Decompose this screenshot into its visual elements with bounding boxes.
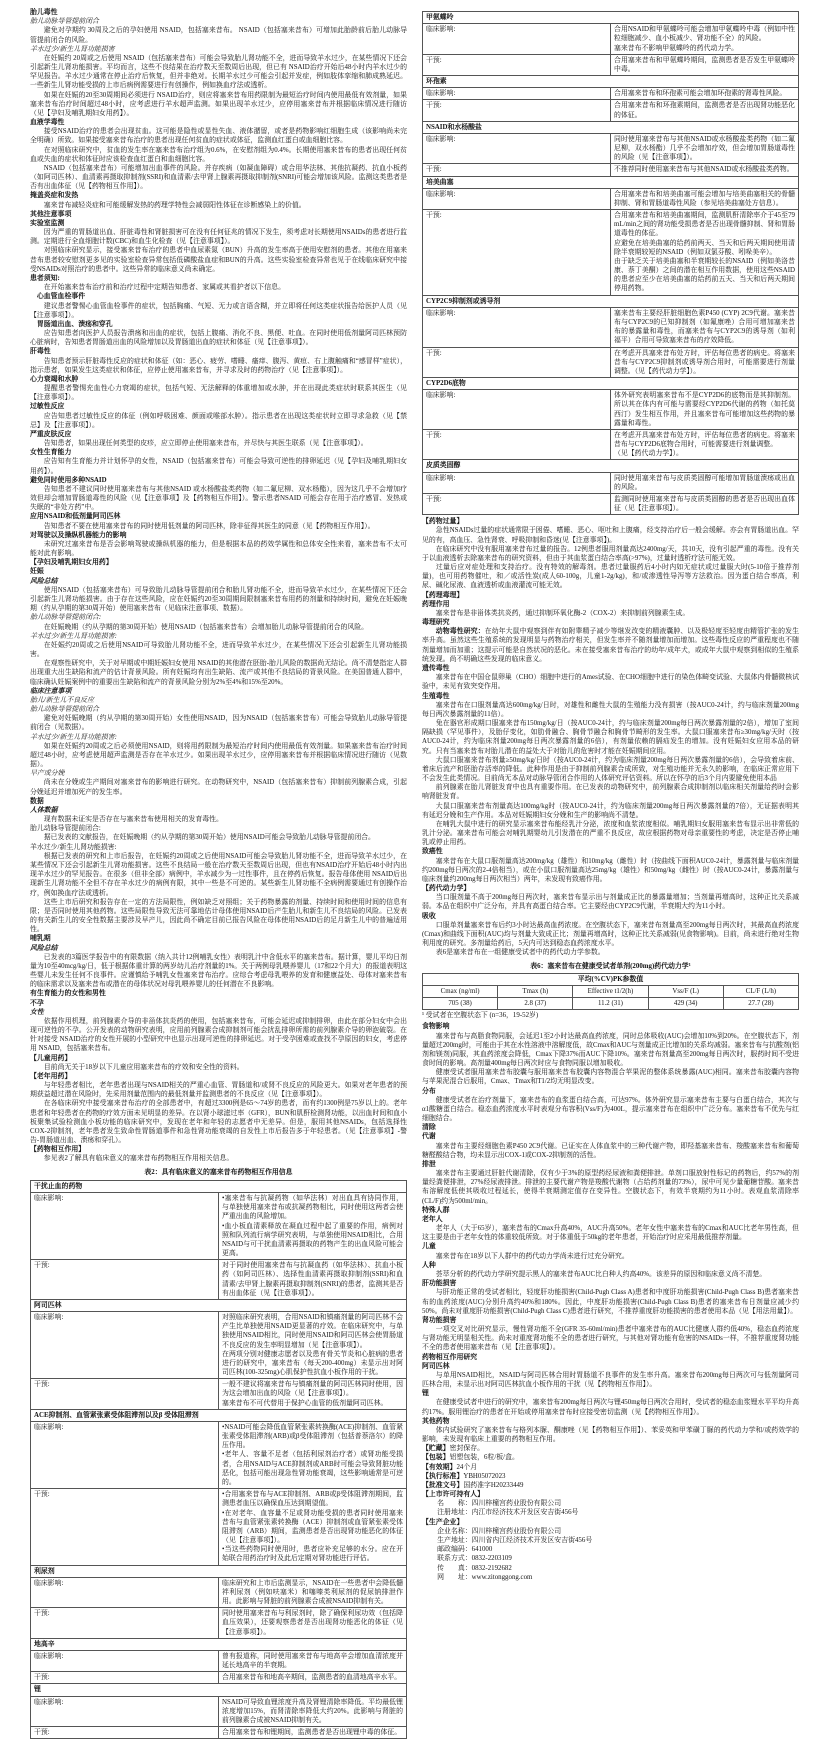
paragraph: 避免对孕期约 30周及之后的孕妇使用 NSAID，包括塞来昔布。 NSAID（包括塞来昔布）可增加此胎龄前后胎儿动脉导管提前闭合的风险。 <box>30 27 407 44</box>
section-heading: 【生产企业】 <box>422 1518 464 1526</box>
table-row <box>31 1638 407 1650</box>
paragraph: 与单用NSAID相比，NSAID与阿司匹林合用时胃肠道不良事件的发生率升高。塞来昔布200mg每日两次可与低剂量阿司匹林合用，未显示出对阿司匹林抗血小板作用的干扰（见【药物相互作用】）。 <box>422 1371 799 1389</box>
pk-title-row <box>423 973 799 985</box>
contact-line: 生产地址：四川省内江经济技术开发区安吉街456号 <box>437 1536 593 1544</box>
paragraph: 塞来昔布在18岁以下人群中的药代动力学尚未进行过充分研究。 <box>435 1252 629 1260</box>
section-heading: 应用NSAID和低剂量阿司匹林 <box>30 513 121 521</box>
paragraph: 据已发表的文献报告，在妊娠晚期（约从孕期的第30周开始）使用NSAID可能会导致胎儿动脉导管提前闭合。 <box>43 834 375 842</box>
paragraph: 过量后应对症处理和支持治疗。没有特效的解毒剂。患者过量服药后4小时内如无症状或过量服大时(5-10倍于推荐剂量)，也可用药物催吐，和／或活性炭(成人60-100g，儿童1-2g/kg)，和/或渗透性导泻等方法救治。因为蛋白结合率高，利尿、碱化尿液、血液透析或血液灌流可能无效。 <box>422 564 799 590</box>
table-row-content: 曾有报道称，同时使用塞来昔布与地高辛会增加血清浓度并延长地高辛的半衰期。 <box>219 1650 407 1671</box>
section-heading: 【儿童用药】 <box>30 1054 72 1062</box>
section-heading: 【孕妇及哺乳期妇女用药】 <box>30 559 113 567</box>
pk-parameters-table <box>422 973 799 1011</box>
pk-table-footnote: ¹ 受试者在空腹状态下 (n=36，19-52岁) <box>422 1012 539 1020</box>
paragraph: 表6是塞来昔布在一组健康受试者中的药代动力学参数。 <box>435 949 605 957</box>
paragraph: 体内试验研究了塞来昔布与格列本脲、酮康唑（见【药物相互作用】）、苯妥英和甲苯磺丁脲的药代动力学和/或药效学的影响，未发现有临床上重要的药物相互作用。 <box>422 1426 799 1444</box>
contact-line: 联系方式：0832-2203109 <box>437 1555 512 1563</box>
paragraph: 依据作用机理，前列腺素介导的非甾体抗炎药的使用，包括塞来昔布，可能会延迟或抑制排卵，由此在部分妇女中会出现可逆性的不孕。公开发表的动物研究表明，应用前列腺素合成抑制剂可能会扰乱排卵所需的前列腺素介导的卵泡破裂。在针对接受 NSAID治疗的女性开展的小型研究中也显示出现可逆性的排卵延迟。对于受孕困难或查找不孕原因的妇女，考虑停用 NSAID，包括塞来昔布。 <box>30 1017 407 1053</box>
table-row-content: •塞来昔布与抗凝药物（如华法林）对出血具有协同作用，与单独使用塞来昔布或抗凝药物相比，同时使用这两者会使严重出血的风险增加。 •血小板血清素释放在凝血过程中起了重要的作用，病例对照和队列流行病学研究表明，与单独使用NSAID相比，合用NSAID与可干扰血清素再摄取的药物产生的出血风险可能会更高。 <box>219 1193 407 1260</box>
section-heading: 不孕 <box>30 999 44 1007</box>
table-row <box>423 378 799 390</box>
italic-line: 胎儿/新生儿不良反应 <box>30 696 94 704</box>
table-row <box>31 1193 407 1260</box>
field-label: 【包装】 <box>422 1454 450 1462</box>
italic-line: 羊水过少/新生儿肾功能损害: <box>30 733 117 741</box>
contact-line: 传 真：0832-2192682 <box>437 1564 512 1572</box>
italic-heading: 临床注意事项 <box>30 687 72 695</box>
paragraph: NSAID（包括塞来昔布）可能增加出血事件的风险。并存疾病（如凝血障碍）或合用华法林、其他抗凝药、抗血小板药（如阿司匹林）、血清素再摄取抑制剂(SSRI)和血清素/去甲肾上腺素再摄取抑制剂(SNRI)可能会增加该风险。监测这类患者是否有出血体征（见【药物相互作用】）。 <box>30 164 407 191</box>
table-row <box>31 1379 407 1410</box>
italic-line: 羊水过少/新生儿肾功能损害 <box>30 45 115 53</box>
paragraph: 兔在器官形成期口服塞来昔布150mg/kg/日（按AUC0-24计，约与临床剂量200mg每日两次暴露剂量的2倍），增加了室间隔缺损（罕见事件），及胎仔变化，如肋骨融合、胸骨节融合和胸骨节畸形的发生率。大鼠口服塞来昔布≥30mg/kg/天时（按 AUC0-24计，约为临床剂量200mg每日两次暴露剂量的6倍），有剂量依赖的膈疝发生的增加。没有妊娠妇女应用本品的研究。只有当塞来昔布对胎儿潜在的益处大于对胎儿的危害时才能在妊娠期间应用。 <box>422 720 799 755</box>
paragraph: 塞来昔布在中国仓鼠卵巢（CHO）细胞中进行的Ames试验、在CHO细胞中进行的染色体畸变试验、大鼠体内骨髓微核试验中，未见有致突变作用。 <box>422 674 799 691</box>
section-heading: 过敏性反应 <box>30 403 65 411</box>
table-row <box>31 1696 407 1727</box>
paragraph: 告知患者不建议同时使用塞来昔布与其他NSAID 或水杨酸盐类药物（如二氟尼柳、双水杨酯），因为这几乎不会增加疗效但却会增加胃肠道毒性的风险（见【注意事项】及【药物相互作用】）。警示患者NSAID 可能会存在用于治疗感冒、发热或失眠的“非处方药”中。 <box>30 485 407 512</box>
table-row <box>423 88 799 100</box>
paragraph: 已发表的3篇医学报告中的有限数据（纳入共计12例哺乳女性）表明乳汁中含低水平的塞来昔布。据计算，婴儿平均日剂量为10至40mcg/kg/日，低于根据体重计算的两岁幼儿治疗剂量的1%。关于两例母乳喂养婴儿（17和22个月大）的报道表明这些婴儿未发生任何不良事件。应谨慎给予哺乳女性塞来昔布治疗。应综合考虑母乳喂养的发育和健康益处、母体对塞来昔布的临床需求以及塞来昔布或潜在的母体状况对母乳喂养婴儿的任何潜在不良影响。 <box>30 953 407 989</box>
section-heading: 有生育能力的女性和男性 <box>30 990 106 998</box>
paragraph: 接受NSAID治疗的患者会出现贫血。这可能是隐性或显性失血、液体潴留，或者是药物影响红细胞生成（该影响尚未完全明确）所致。如果接受塞来昔布治疗的患者出现任何贫血的症状或体征，监测血红蛋白或血细胞比容。 <box>30 128 407 145</box>
table-row <box>423 133 799 164</box>
paragraph: 塞来昔布在口服剂量高达600mg/kg/日时，对雄性和雌性大鼠的生殖能力没有损害（按AUC0-24计，约与临床剂量200mg每日两次暴露剂量的11倍）。 <box>422 701 799 718</box>
pk-column-header: Tmax (h) <box>498 985 573 997</box>
pk-value: 2.8 (37) <box>498 998 573 1010</box>
section-heading: 【药物过量】 <box>422 518 464 526</box>
paragraph: 与肝功能正常的受试者相比，轻度肝功能损害(Child-Pugh Class A)患者和中度肝功能损害(Child-Pugh Class B)患者塞来昔布的血药浓度(AUC)分别升高约40%和180%。因此，中度肝功能损害(Child-Pugh Class B)患者的塞来昔布日剂量应减少约50%。尚未对重度肝功能损害(Child-Pugh Class C)患者进行研究，不推荐重度肝功能损害的患者使用本品（见【用法用量】）。 <box>422 1289 799 1315</box>
table-row-label: 干预: <box>31 1260 219 1300</box>
section-heading: 锂 <box>422 1390 429 1398</box>
table-row <box>423 493 799 514</box>
section-heading: 妊娠 <box>30 568 44 576</box>
section-heading: 儿童 <box>422 1243 436 1251</box>
section-heading: 生殖毒性 <box>422 692 450 700</box>
section-heading: 特殊人群 <box>422 1206 450 1214</box>
table-row <box>423 54 799 75</box>
field-label: 【执行标准】 <box>422 1472 464 1480</box>
paragraph: 告知患者不要在使用塞来昔布的同时使用低剂量的阿司匹林，除非征得其医生的同意（见【药物相互作用】）。 <box>43 522 375 530</box>
section-heading: 清除 <box>422 1124 436 1132</box>
pk-value: 705 (38) <box>423 998 498 1010</box>
table-row <box>31 1421 407 1488</box>
table-section-header: 环孢素 <box>423 76 799 88</box>
paragraph: 大鼠口服塞来昔布剂量≥50mg/kg/日时（按AUC0-24计，约为临床剂量200mg每日两次暴露剂量的6倍），会导致着床前、着床后流产和胚胎存活率的降低。此种作用是由于抑制前列腺素合成所致，对生殖功能并无永久的影响，在临床正常应用下不会发生此类情况。目前尚无本品对动脉导管闭合作用的人体研究评估资料。所以在怀孕的后3个月内要避免使用本品 <box>422 756 799 783</box>
section-heading: 食物影响 <box>422 1023 450 1031</box>
pk-value: 429 (34) <box>648 998 723 1010</box>
paragraph: 【贮藏】密封保存。 <box>422 1445 485 1453</box>
paragraph: 老年人（大于65岁），塞来昔布的Cmax升高40%，AUC升高50%。老年女性中塞来昔布的Cmax和AUC比老年男性高，但这主要是由于老年女性的体重较低所致。对于体重低于50kg的老年患者，开始治疗时应采用最低推荐剂量。 <box>422 1225 799 1242</box>
table-row-label: 干预: <box>423 347 611 378</box>
section-heading: 吸收 <box>422 912 436 920</box>
paragraph: 在健康受试者中进行的研究中，塞来昔布200mg每日两次与锂450mg每日两次合用时，受试者的稳态血浆锂水平平均升高约17%。服用锂治疗的患者在开始或停用塞来昔布时应接受密切监测（见【药物相互作用】）。 <box>422 1399 799 1416</box>
section-heading: 药物相互作用研究 <box>422 1353 478 1361</box>
paragraph: 【执行标准】YBH05072023 <box>422 1472 506 1480</box>
contact-line: 网 址：www.zitonggong.com <box>437 1573 533 1581</box>
section-heading: 女性生育能力 <box>30 449 72 457</box>
table-row-content: 不推荐同时使用塞来昔布与其他NSAID或水杨酸盐类药物。 <box>611 164 799 176</box>
section-heading: 【老年用药】 <box>30 1072 72 1080</box>
paragraph: 提醒患者警惕充血性心力衰竭的症状，包括气短、无法解释的体重增加或水肿，并在出现此类症状时联系其医生（见【注意事项】）。 <box>30 385 407 402</box>
table-row-label: 临床影响: <box>31 1312 219 1379</box>
section-heading: 【药物相互作用】 <box>30 1146 86 1154</box>
table-row-content: 塞来昔布主要经肝脏细胞色素P450 (CYP) 2C9代谢。塞来昔布与CYP2C9的已知抑制剂（如氟康唑）合用可增加塞来昔布的暴露量和毒性，而塞来昔布与CYP2C9的诱导剂（如利福平）合用可导致塞来昔布的疗效降低。 <box>611 307 799 347</box>
table-section-header: 培美曲塞 <box>423 176 799 188</box>
paragraph: 与年轻患者相比，老年患者出现与NSAID相关的严重心血管、胃肠道和/或肾不良反应的风险更大。如果对老年患者的预期获益超过潜在风险时，先采用剂量范围内的最低剂量并监测患者的不良反应（见【注意事项】）。 <box>30 1082 407 1099</box>
table-row <box>423 460 799 472</box>
table-row <box>31 1409 407 1421</box>
pk-column-header: Vss/F (L) <box>648 985 723 997</box>
paragraph: 在观察性研究中，关于对早期或中期妊娠妇女使用 NSAID的其他潜在胚胎-胎儿风险的数据尚无结论。尚不清楚指定人群出现重大出生缺陷和流产的估计背景风险。所有妊娠均有出生缺陷、流产或其他不良结局的背景风险。在美国普通人群中，临床确认妊娠案例中的重要出生缺陷和流产的背景风险分别为2%至4%和15%至20%。 <box>30 660 407 686</box>
table-row-content: 同时使用塞来昔布与其他NSAID或水杨酸盐类药物（如二氟尼柳，双水杨酯）几乎不会增加疗效，但会增加胃肠道毒性的风险（见【注意事项】）。 <box>611 133 799 164</box>
italic-line: 胎儿动脉导管提前闭合 <box>30 18 99 26</box>
contact-line: 邮政编码：641000 <box>437 1546 493 1554</box>
pk-value: 11.2 (31) <box>573 998 648 1010</box>
table-row-content: NSAID可导致血锂浓度升高及肾锂清除率降低。平均最低锂浓度增加15%，而肾清除率降低大约20%。此影响与肾脏的前列腺素合成被NSAID抑制有关。 <box>219 1696 407 1727</box>
pk-values-row <box>423 998 799 1010</box>
paragraph: 应告知患者过敏性反应的体征（例如呼吸困难、颜面或喉部水肿）。指示患者在出现这类症状时立即寻求急救（见【禁忌】及【注意事项】）。 <box>30 412 407 429</box>
pk-value: 27.7 (28) <box>723 998 798 1010</box>
section-heading: 遗传毒性 <box>422 665 450 672</box>
table-section-header: ACE抑制剂、血管紧张素受体阻滞剂以及β 受体阻滞剂 <box>31 1409 407 1421</box>
table-row <box>423 188 799 209</box>
table-row-content: 合用塞来昔布和地高辛期间，监测患者的血清地高辛水平。 <box>219 1672 407 1684</box>
table-section-header: CYP2C9抑制剂或诱导剂 <box>423 295 799 307</box>
table-section-header: 利尿剂 <box>31 1565 407 1577</box>
table-row-label: 临床影响: <box>31 1421 219 1488</box>
paragraph: 动物毒性研究：在幼年大鼠中观察到伴有如附睾精子减少等继发改变的精液囊肿、以及极轻度至轻度由精管扩张的发生率升高。虽然这些生殖系统的发现明显与药物治疗相关，但发生率并不随剂量增加而增加。这些毒性反应的严重程度也不随剂量增加而加重；这提示可能是自然状况的恶化。未在接受塞来昔布治疗的幼年/成年犬，或成年大鼠中观察到相似的生殖系统发现。尚不明确这些发现的临床意义。 <box>422 628 799 663</box>
table-row-label: 干预: <box>31 1489 219 1565</box>
section-heading: 掩盖炎症和发热 <box>30 192 79 200</box>
table-row <box>423 307 799 347</box>
paragraph: 胎儿动脉导管提前闭合: <box>30 825 101 833</box>
section-heading: 实验室监测 <box>30 219 65 227</box>
paragraph: 在对照临床研究中，贫血的发生率在塞来昔布治疗组为0.6%，在安慰剂组为0.4%。长期使用塞来昔布的患者出现任何贫血或失血的症状和体征时应该检查血红蛋白和血细胞比容。 <box>30 146 407 163</box>
table-section-header: 阿司匹林 <box>31 1299 407 1311</box>
paragraph: 塞来昔布与高脂食物同服，会延迟1至2小时达最高血药浓度，同时总体吸收(AUC)会增加10%到20%。在空腹状态下，剂量超过200mg时，可能由于其在水性溶液中溶解度低，故Cmax和AUC与剂量成正比增加的关系均减弱。塞来昔布与抗酸剂(铝剂和镁剂)同服，其血药浓度会降低，Cmax下降37%而AUC下降10%。塞来昔布剂量高至200mg每日两次时，服药时间不受进食时间的影响。高剂量400mg每日两次时应与食物同服以增加吸收。 <box>422 1032 799 1068</box>
pk-column-header: Cmax (ng/ml) <box>423 985 498 997</box>
paragraph: 告知患者，如果出现任何类型的皮疹，应立即停止使用塞来昔布，并尽快与其医生联系（见【注意事项】）。 <box>43 440 368 448</box>
paragraph: 口服单剂量塞来昔布后约3小时达最高血药浓度。在空腹状态下，塞来昔布剂量高至200mg每日两次时，其最高血药浓度(Cmax)和曲线下面积(AUC)均与剂量大致成正比；剂量再增高时，这种正比关系减弱(见食物影响)。目前，尚未进行绝对生物利用度的研究。多剂量给药后，5天内可达到稳态血药浓度水平。 <box>422 921 799 948</box>
table-row <box>423 76 799 88</box>
section-heading: 肝毒性 <box>30 348 51 356</box>
table-section-header: CYP2D6底物 <box>423 378 799 390</box>
paragraph: 这些上市后研究和报告存在一定的方法局限性，例如缺乏对照组；关于药物暴露的剂量、持续时间和使用时间的信息有限；是否同时使用其他药物。这些局限性导致无法可靠地估计母体使用NSAID后产生胎儿和新生儿不良结局的风险。已发表的有关新生儿的安全性数据主要涉及早产儿，因此尚不确定目前已报告风险在母体使用NSAID后的足月新生儿中的普遍适用性。 <box>30 898 407 934</box>
table-row-content: 临床研究和上市后监测显示，NSAID在一些患者中会降低髓袢利尿剂（例如呋塞米）和噻嗪类利尿剂的促尿钠排泄作用。此影响与肾脏的前列腺素合成被NSAID抑制有关。 <box>219 1577 407 1608</box>
paragraph: 急性NSAIDs过量的症状通常限于困倦、嗜睡、恶心、呕吐和上腹痛，经支持治疗后一般会缓解。亦会有胃肠道出血。罕见的有，高血压、急性肾衰、呼吸抑制和昏迷(见【注意事项】)。 <box>422 527 799 544</box>
table-row-label: 干预: <box>423 164 611 176</box>
italic-line: 羊水过少/新生儿肾功能损害: <box>30 632 117 640</box>
paragraph: 塞来昔布主要经细胞色素P450 2C9代谢。已证实在人体血浆中的三种代谢产物，即羟基塞来昔布、羧酸塞来昔布和葡萄糖醛酸结合物，均未显示出COX-1或COX-2抑制剂的活性。 <box>422 1142 799 1159</box>
paragraph: 根据已发表的研究和上市后报告，在妊娠约20周或之后使用NSAID可能会导致胎儿肾功能不全，进而导致羊水过少，在某些情况下还会引起新生儿肾功能损害。这些不良结局一般在治疗数天至数周后出现，但也有NSAID治疗开始后48小时内出现羊水过少的罕见报告。在很多（但非全部）病例中，羊水减少为一过性事件，且在停药后恢复。报告母体使用 NSAID后出现新生儿肾功能不全但不存在羊水过少的病例有限，其中一些是不可逆的。某些新生儿肾功能不全病例需要通过有创操作治疗，例如换血疗法或透析。 <box>30 852 407 897</box>
paragraph: 如果在妊娠约20周或之后必须使用NSAID，则将用药限制为最短治疗时间内使用最低有效剂量。如果塞来昔布治疗时间超过48小时，应考虑使用超声监测是否存在羊水过少。如果出现羊水过少，应停用塞来昔布并根据临床情况进行随访（见数据）。 <box>30 742 407 769</box>
table-row-label: 临床影响: <box>31 1650 219 1671</box>
section-heading: 血液学毒性 <box>30 119 65 127</box>
table-row <box>31 1260 407 1300</box>
italic-heading: 人体数据 <box>30 806 58 814</box>
section-heading: 其他注意事项 <box>30 210 72 218</box>
contact-line: 企业名称：四川梓橦宫药业股份有限公司 <box>437 1527 562 1535</box>
section-heading: 分布 <box>422 1087 436 1095</box>
table-row-content: •合用塞来昔布与ACE抑制剂、ARB或β受体阻滞剂期间，监测患者血压以确保血压达到期望值。 •在对老年、血容量不足或肾功能受损的患者同时使用塞来昔布与血管紧张素转换酶（ACE）抑制剂或血管紧张素受体阻滞剂（ARB）期间，监测患者是否出现肾功能恶化的体征（见【注意事项】）。 •当这些药物同时使用时，患者应补充足够的水分。应在开始联合用药治疗时及此后定期对肾功能进行评估。 <box>219 1489 407 1565</box>
table-row-content: 在考虑开具塞来昔布处方时，评估每位患者的病史。将塞来昔布与CYP2C9抑制剂或诱导剂合用时，可能需要进行剂量调整。（见【药代动力学】）。 <box>611 347 799 378</box>
pk-column-header: CL/F (L/h) <box>723 985 798 997</box>
section-heading: 哺乳期 <box>30 935 51 943</box>
paragraph: 应告知有生育能力并计划怀孕的女性，NSAID（包括塞来昔布）可能会导致可逆性的排卵延迟（见【孕妇及哺乳期妇女用药】）。 <box>30 458 407 475</box>
column-1 <box>30 8 407 1741</box>
table-row <box>31 1727 407 1739</box>
table-row-content: 同时使用塞来昔布与皮质类固醇可能增加胃肠道溃疡或出血的风险。 <box>611 472 799 493</box>
paragraph: 前列腺素在胎儿肾脏发育中也具有重要作用。在已发表的动物研究中，前列腺素合成抑制剂以临床相关剂量给药时会影响肾脏发育。 <box>422 784 799 801</box>
table-row <box>423 121 799 133</box>
table-row-content: 合用塞来昔布和环孢素可能会增加环孢素的肾毒性风险。 <box>611 88 799 100</box>
paragraph: 大鼠口服塞来昔布剂量高达100mg/kg时（按AUC0-24计，约为临床剂量200mg每日两次暴露剂量的7倍），无证据表明其有延迟分娩和生产作用。本品对妊娠期妇女分娩和生产的影响尚不清楚。 <box>422 802 799 819</box>
table-section-header: 锂 <box>31 1684 407 1696</box>
table-row <box>423 176 799 188</box>
table-row-label: 干预: <box>31 1379 219 1410</box>
table-row <box>31 1489 407 1565</box>
table-row-label: 临床影响: <box>31 1577 219 1608</box>
drug-interaction-table <box>422 11 799 515</box>
paragraph: 羊水过少/新生儿肾功能损害: <box>30 843 117 851</box>
section-heading: 老年人 <box>422 1215 443 1223</box>
paragraph: 在临床研究中没有服用塞来昔布过量的报告。12例患者服用剂量高达2400mg/天，共10天，没有引起严重的毒性。没有关于以血液透析去除塞来昔布的研究资料，但由于其血浆蛋白结合率高(>97%)，过量时透析疗法可能无效。 <box>422 545 799 562</box>
italic-heading: 风险总结 <box>30 577 58 585</box>
paragraph: 健康受试者服用塞来昔布胶囊与服用塞来昔布胶囊内容物混合苹果泥的整体系统暴露(AUC)相同。塞来昔布胶囊内容物与苹果泥混合后服用，Cmax、Tmax和T1/2均无明显改变。 <box>422 1069 799 1086</box>
section-heading: 【上市许可持有人】 <box>422 1491 485 1499</box>
paragraph: 健康受试者在治疗剂量下，塞来昔布的血浆蛋白结合高，可达97%。体外研究显示塞来昔布主要与白蛋白结合，其次与α1酸糖蛋白结合。稳态血药浓度水平时表观分布容积(Vss/F)为400L，提示塞来昔布在组织中广泛分布。塞来昔布不优先与红细胞结合。 <box>422 1096 799 1123</box>
section-heading: 患者须知: <box>30 274 60 282</box>
table-row <box>31 1650 407 1671</box>
table-row-content: 体外研究表明塞来昔布不是CYP2D6的底物而是其抑制剂。所以其在体内有可能与需要经CYP2D6代谢的药物（如托莫西汀）发生相互作用，并且塞来昔布可能增加这些药物的暴露量和毒性。 <box>611 390 799 430</box>
section-heading: 避免同时使用多种NSAID <box>30 476 107 484</box>
table-row-label: 临床影响: <box>31 1193 219 1260</box>
table-row-label: 干预: <box>423 54 611 75</box>
section-heading: 代谢 <box>422 1133 436 1141</box>
contact-line: 注册地址：内江市经济技术开发区安吉街456号 <box>437 1509 579 1517</box>
table-row <box>423 429 799 460</box>
table-row-content: 一般不建议将塞来昔布与镇痛剂量的阿司匹林同时使用，因为这会增加出血的风险（见【注意事项】）。 塞来昔布不可代替用于保护心血管的低剂量阿司匹林。 <box>219 1379 407 1410</box>
table-section-header: 干扰止血的药物 <box>31 1180 407 1192</box>
table-row-content: •NSAID可能会降低血管紧张素转换酶(ACE)抑制剂、血管紧张素受体阻滞剂(ARB)或β受体阻滞剂（包括普萘洛尔）的降压作用。 •老年人、容量不足者（包括利尿剂治疗者）或肾功能受损者，合用NSAID与ACE抑制剂或ARB时可能会导致肾脏功能恶化，包括可能出现急性肾功能衰竭，这些影响通常是可逆的。 <box>219 1421 407 1488</box>
table-row-label: 干预: <box>423 493 611 514</box>
table-row-label: 临床影响: <box>423 307 611 347</box>
section-heading: 数据 <box>30 797 44 805</box>
section-heading: 对驾驶以及操纵机器能力的影响 <box>30 531 127 539</box>
paragraph: 避免对妊娠晚期（约从孕期的第30周开始）女性使用NSAID，因为NSAID（包括塞来昔布）可能会导致胎儿动脉导管提前闭合（见数据）。 <box>30 715 407 732</box>
table-row <box>423 164 799 176</box>
table-row-label: 临床影响: <box>423 24 611 55</box>
table-row-label: 干预: <box>423 210 611 296</box>
table-row-content: 合用塞来昔布和培美曲塞期间，监测肌酐清除率介于45至79 mL/min之间的肾功能受损患者是否出现骨髓抑制、肾和胃肠道毒性的体征。 应避免在培美曲塞的给药前两天、当天和后两天期间使用清除半衰期较短的NSAID（例如双氯芬酸、吲哚美辛）。 由于缺乏关于培美曲塞和半衰期较长的NSAID（例如美洛昔康、萘丁美酮）之间的潜在相互作用数据，使用这些NSAID的患者应至少在培美曲塞的给药前五天、当天和后两天期间停用药物。 <box>611 210 799 296</box>
paragraph: 塞来昔布在大鼠口服剂量高达200mg/kg（雄性）和10mg/kg（雌性）时（按曲线下面积AUC0-24计，暴露剂量与临床剂量约200mg每日两次的2-4倍相当），或在小鼠口服剂量高达25mg/kg（雄性）和50mg/kg（雌性）时（按AUC0-24计，暴露剂量与临床剂量约200mg每日两次相当）两年，未发现有致癌作用。 <box>422 857 799 883</box>
table-row-label: 干预: <box>31 1608 219 1639</box>
paragraph: 塞来昔布是非甾体类抗炎药，通过抑制环氧化酶-2（COX-2）来抑制前列腺素生成。 <box>435 609 690 617</box>
field-label: 动物毒性研究： <box>435 628 485 636</box>
field-label: 【贮藏】 <box>422 1445 450 1453</box>
italic-line: 胎儿动脉导管提前闭合: <box>30 614 102 622</box>
paragraph: 【包装】铝塑包装，6粒/板/盒。 <box>422 1454 519 1462</box>
sub-heading: 胃肠道出血、溃疡和穿孔 <box>36 320 113 328</box>
table-row <box>31 1577 407 1608</box>
paragraph: 在各临床研究中接受塞来昔布治疗的全部患者中，有超过3300例是65～74岁的患者，而有约1300例是75岁以上的。老年患者和年轻患者在药物的疗效方面未见明显的差异。在以肾小球滤过率（GFR），BUN和肌酐检测肾功能，以出血时间和血小板聚集试验检测血小板功能的临床研究中，发现在老年和年轻的志愿者中无差异。但是，服用其他NSAIDs，包括选择性COX-2抑制剂，老年患者发生致命性胃肠道事件和急性肾功能衰竭的自发性上市后报告多于年轻患者。（见【注意事项】-警告-胃肠道出血、溃疡和穿孔）。 <box>30 1100 407 1145</box>
table-row-label: 临床影响: <box>423 472 611 493</box>
table-row <box>31 1565 407 1577</box>
section-heading: 毒理研究 <box>422 619 450 627</box>
section-heading: 严重皮肤反应 <box>30 430 72 438</box>
contact-line: 名 称：四川梓橦宫药业股份有限公司 <box>437 1500 562 1508</box>
paragraph: 因为严重的胃肠道出血、肝脏毒性和肾脏损害可在没有任何征兆的情况下发生，须考虑对长期使用NSAIDs的患者进行监测。定期进行全血细胞计数(CBC)和血生化检查（见【注意事项】）。 <box>30 229 407 246</box>
paragraph: 在哺乳大鼠中进行的研究显示塞来昔布能经乳汁分泌，浓度和血浆浓度相似。哺乳期妇女服用塞来昔布显示出非常低的乳汁分泌。塞来昔布可能会对哺乳期婴幼儿引发潜在的严重不良反应，故应根据药物对母亲重要性的考虑，决定是否停止哺乳或停止用药。 <box>422 820 799 847</box>
table-row-content: 合用塞来昔布和锂期间，监测患者是否出现锂中毒的体征。 <box>219 1727 407 1739</box>
paragraph: 荟萃分析的药代动力学研究提示黑人的塞来昔布AUC比白种人约高40%。该差异的原因和临床意义尚不清楚。 <box>435 1271 767 1278</box>
section-heading: 【药代动力学】 <box>422 885 471 893</box>
section-heading: 药理作用 <box>422 600 450 608</box>
table-row-label: 干预: <box>423 100 611 121</box>
section-heading: 致癌性 <box>422 848 443 856</box>
table-row <box>31 1672 407 1684</box>
drug-interaction-table <box>30 1180 407 1739</box>
paragraph: 在开始塞来昔布治疗前和治疗过程中定期告知患者、家属或其看护者以下信息。 <box>43 284 285 292</box>
section-heading: 其他药物 <box>422 1417 450 1425</box>
paragraph: 如果在妊娠的20至30周期间必须进行 NSAID治疗，则应将塞来昔布用药限制为最短治疗时间内使用最低有效剂量，如果塞来昔布治疗时间超过48小时，应考虑进行羊水超声监测。如果出现羊水过少，应停用塞来昔布并根据临床情况进行随访（见【孕妇及哺乳期妇女用药】）。 <box>30 91 407 117</box>
table-row <box>423 24 799 55</box>
paragraph: 建议患者警惕心血管血栓事件的症状，包括胸痛、气短、无力或言语含糊，并立即将任何这类症状报告给医护人员（见【注意事项】）。 <box>30 302 407 319</box>
table-row-content: 合用NSAID和甲氨蝶呤可能会增加甲氨蝶呤中毒（例如中性粒细胞减少、血小板减少、肾功能不全）的风险。 塞来昔布不影响甲氨蝶呤的药代动力学。 <box>611 24 799 55</box>
table-row <box>423 12 799 24</box>
paragraph: 尚未在分娩或生产期间对塞来昔布的影响进行研究。在动物研究中，NSAID（包括塞来昔布）抑制前列腺素合成，引起分娩延迟并增加死产的发生率。 <box>30 779 407 796</box>
table-row <box>423 100 799 121</box>
field-label: 【批准文号】 <box>422 1481 464 1489</box>
paragraph: 在妊娠约 20周或之后使用 NSAID（包括塞来昔布）可能会导致胎儿肾功能不全，进而导致羊水过少，在某些情况下还会引起新生儿肾功能损害。平均而言，这些不良结果在治疗数天至数周后出现，但已有 NSAID治疗开始后48小时内羊水过少的罕见报告。羊水过少通常在停止治疗后恢复，但并非绝对。长期羊水过少可能会引起并发症，例如肢体挛缩和肺成熟延迟。一些新生儿肾功能受损的上市后病例需要进行有创操作，例如换血疗法或透析。 <box>30 54 407 90</box>
section-heading: 心力衰竭和水肿 <box>30 375 79 383</box>
table-row-label: 干预: <box>31 1672 219 1684</box>
field-label: 【有效期】 <box>422 1463 457 1471</box>
table-row <box>423 390 799 430</box>
table-row-label: 临床影响: <box>423 390 611 430</box>
table-row-label: 临床影响: <box>423 188 611 209</box>
paragraph: 塞来昔布主要通过肝脏代谢清除，仅有少于3%的原型药经尿液和粪便排泄。单剂口服放射性标记的药物后，约57%的剂量经粪便排泄，27%经尿液排泄。排泄的主要代谢产物是羧酸代谢物（占给药剂量的73%），尿中可见少量葡糖苷酸。塞来昔布溶解度低使其吸收过程延长，使得半衰期测定值存在变异性。空腹状态下，有效半衰期约为11小时。表观血浆清除率(CL/F)约为500ml/min。 <box>422 1170 799 1205</box>
table-row-label: 临床影响: <box>423 133 611 164</box>
section-heading: 【药理毒理】 <box>422 591 464 599</box>
table-row-label: 临床影响: <box>31 1696 219 1727</box>
paragraph: 塞来昔布减轻炎症和可能缓解发热的药理学特性会减弱阳性体征在诊断感染上的价值。 <box>43 201 306 209</box>
italic-line: 胎儿动脉导管提前闭合 <box>30 706 99 714</box>
table-row-content: 合用塞来昔布和甲氨蝶呤期间，监测患者是否发生甲氨蝶呤中毒。 <box>611 54 799 75</box>
table-row <box>31 1684 407 1696</box>
paragraph: 应告知患者向医护人员报告溃疡和出血的症状，包括上腹痛、消化不良、黑便、吐血。在同时使用低剂量阿司匹林预防心脏病时，告知患者胃肠道出血的风险增加以及胃肠道出血的症状和体征（见【注意事项】）。 <box>30 330 407 347</box>
section-heading: 排泄 <box>422 1160 436 1168</box>
paragraph: 【有效期】24个月 <box>422 1463 478 1471</box>
pk-header-row <box>423 985 799 997</box>
table-section-header: 地高辛 <box>31 1638 407 1650</box>
table-row-label: 干预: <box>31 1727 219 1739</box>
table-row-content: 监测同时使用塞来昔布与皮质类固醇的患者是否出现出血体征（见【注意事项】）。 <box>611 493 799 514</box>
paragraph: 目前尚无关于18岁以下儿童应用塞来昔布的疗效和安全性的资料。 <box>43 1063 244 1071</box>
table-row-content: 合用塞来昔布和环孢素期间，监测患者是否出现肾功能恶化的体征。 <box>611 100 799 121</box>
table-row-content: 对照临床研究表明，合用NSAID和镇痛剂量的阿司匹林不会产生比单独使用NSAID更显著的疗效。在临床研究中，与单独使用NSAID相比，同时使用NSAID和阿司匹林会使胃肠道不良反应的发生率明显增加（见【注意事项】）。 在两项分别对健康志愿者以及患有骨关节炎和心脏病的患者进行的研究中，塞来昔布（每天200-400mg）未显示出对阿司匹林(100-325mg)心肌保护性抗血小板作用的干扰。 <box>219 1312 407 1379</box>
table-caption: 表2：具有临床意义的塞来昔布药物相互作用信息 <box>144 1168 293 1176</box>
table-row <box>423 472 799 493</box>
table-row-content: 同时使用塞来昔布与利尿剂时，除了确保利尿功效（包括降血压效果），还要观察患者是否出现肾功能恶化的体征（见【注意事项】）。 <box>219 1608 407 1639</box>
table-row <box>423 210 799 296</box>
paragraph: 一项交叉对比研究显示，慢性肾功能不全(GFR 35-60ml/min)患者中塞来昔布的AUC比健康人群约低40%，稳态血药浓度与肾功能无明显相关性。尚未对重度肾功能不全的患者进行研究，与其他对肾功能有危害的NSAIDs一样，不推荐重度肾功能不全的患者使用塞来昔布（见【注意事项】）。 <box>422 1326 799 1352</box>
table-row-content: 对于同时使用塞来昔布与抗凝血药（如华法林）、抗血小板药（如阿司匹林）、选择性血清素再摄取抑制剂(SSRI)和血清素/去甲肾上腺素再摄取抑制剂(SNRI)的患者，监测其是否有出血体征（见【注意事项】）。 <box>219 1260 407 1300</box>
table-row <box>31 1299 407 1311</box>
table-section-header: 甲氨蝶呤 <box>423 12 799 24</box>
section-heading: 阿司匹林 <box>422 1362 450 1370</box>
paragraph: 【批准文号】国药准字H20233449 <box>422 1481 524 1489</box>
paragraph: 未研究过塞来昔布是否会影响驾驶或操纵机器的能力，但是根据本品的药效学属性和总体安全性来看，塞来昔布不太可能对此有影响。 <box>30 540 407 558</box>
paragraph: 当口服剂量不高于200mg每日两次时，塞来昔布显示出与剂量成正比的暴露量增加；当剂量再增高时，这种正比关系减弱。本品在组织中广泛分布，并具有高蛋白结合率。它主要经由CYP2C9代谢，半衰期大约为11小时。 <box>422 894 799 911</box>
pk-table-title: 平均(%CV)PK参数值 <box>423 973 799 985</box>
paragraph: 在妊娠晚期（约从孕期的第30周开始）使用NSAID（包括塞来昔布）会增加胎儿动脉导管提前闭合的风险。 <box>43 623 369 631</box>
table-row-content: 在考虑开具塞来昔布处方时，评估每位患者的病史。将塞来昔布与CYP2D6底物合用时，可能需要进行剂量调整。 （见【药代动力学】）。 <box>611 429 799 460</box>
italic-line: 早产或分娩 <box>30 770 65 778</box>
section-heading: 肾功能损害 <box>422 1316 457 1324</box>
paragraph: 使用NSAID（包括塞来昔布）可导致胎儿动脉导管提前闭合和胎儿肾功能不全，进而导致羊水过少，在某些情况下还会引起新生儿肾功能损害。由于存在这些风险，应在妊娠约20至30周期间限制塞来昔布用药的剂量和持续时间，避免在妊娠晚期（约从孕期的第30周开始）使用塞来昔布（见临床注意事项、数据）。 <box>30 586 407 613</box>
paragraph: 参见表2了解具有临床意义的塞来昔布药物相互作用相关信息。 <box>43 1155 234 1163</box>
table-row-label: 干预: <box>423 429 611 460</box>
paragraph: 在妊娠约20周或之后使用NSAID可导致胎儿肾功能不全，进而导致羊水过少，在某些情况下还会引起新生儿肾功能损害。 <box>30 641 407 659</box>
table-row-label: 临床影响: <box>423 88 611 100</box>
table-row-content: 合用塞来昔布和培美曲塞可能会增加与培美曲塞相关的骨髓抑制、肾和胃肠道毒性风险（参见培美曲塞处方信息）。 <box>611 188 799 209</box>
table-row <box>31 1608 407 1639</box>
italic-heading: 女性 <box>30 1008 44 1016</box>
section-heading: 人种 <box>422 1261 436 1269</box>
paragraph: 对照临床研究显示，接受塞来昔布治疗的患者中血尿素氮（BUN）升高的发生率高于使用安慰剂的患者。其他在用塞来昔布患者较安慰剂更多见的实验室检查异常包括低磷酸盐血症和BUN的升高。这些实验室检查异常也见于在线临床研究中接受NSAIDs对照治疗的患者中。这些异常的临床意义尚未确定。 <box>30 247 407 273</box>
table-row <box>31 1180 407 1192</box>
section-heading: 肝功能损害 <box>422 1280 457 1288</box>
pk-column-header: Effective t1/2(h) <box>573 985 648 997</box>
column-2 <box>422 8 799 1741</box>
table-section-header: 皮质类固醇 <box>423 460 799 472</box>
table-section-header: NSAID和水杨酸盐 <box>423 121 799 133</box>
table-caption: 表6：塞来昔布在健康受试者单剂(200mg)药代动力学¹ <box>530 962 691 970</box>
section-heading: 胎儿毒性 <box>30 9 58 16</box>
table-row <box>31 1312 407 1379</box>
paragraph: 现有数据未证实是否存在与塞来昔布使用相关的发育毒性。 <box>43 816 223 824</box>
sub-heading: 心血管血栓事件 <box>36 293 86 301</box>
table-row <box>423 295 799 307</box>
italic-heading: 风险总结 <box>30 944 58 952</box>
table-row <box>423 347 799 378</box>
paragraph: 告知患者预示肝脏毒性反应的症状和体征（如：恶心、疲劳、嗜睡、瘙痒、腹泻、黄疸、右上腹触痛和“感冒样”症状），指示患者，如果发生这类症状和体征，应停止使用塞来昔布，并寻求及时的药物治疗（见【注意事项】）。 <box>30 357 407 374</box>
